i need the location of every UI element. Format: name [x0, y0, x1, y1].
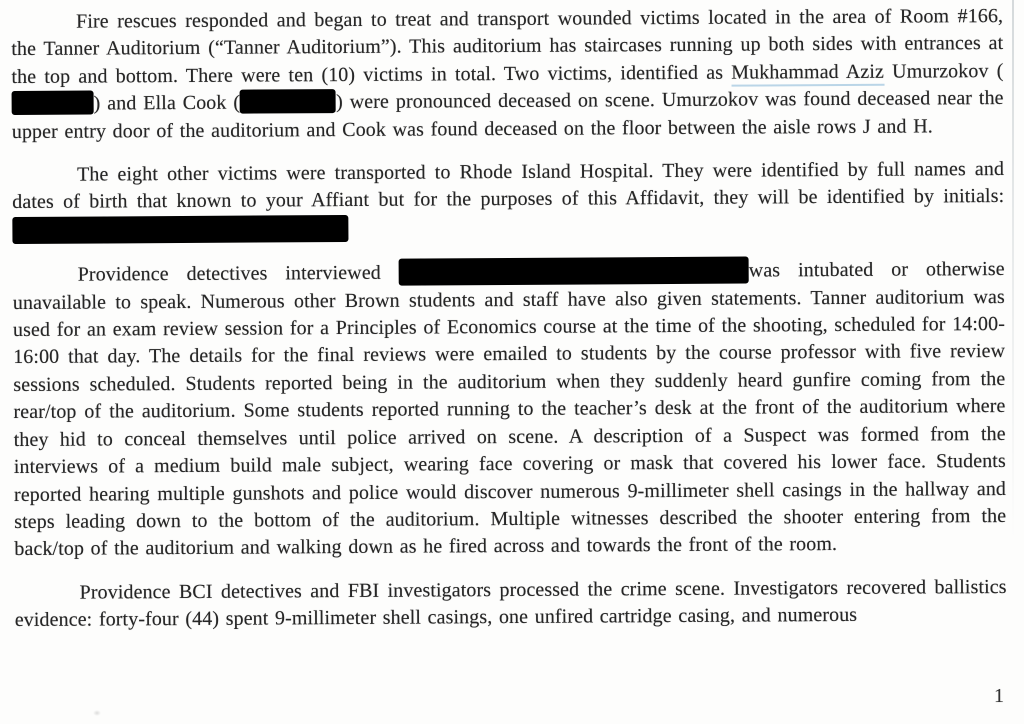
paragraph-text: Providence detectives interviewed: [77, 261, 399, 286]
redaction-bar: [12, 215, 348, 244]
redaction-bar: [12, 91, 94, 116]
paragraph-victims-transported: [12, 156, 1004, 245]
paragraph-text: Umurzokov (: [883, 59, 1004, 83]
paragraph-detective-interviews: [13, 255, 1007, 564]
redaction-bar: [399, 257, 749, 286]
paragraph-text: was intubated or otherwise unavailable to speak. Numerous other Brown students and staff have also given statements. Tanner auditorium was used for an exam review session for a Principles of Economics course at the time of the shooting, scheduled for 14:00-16:00 that day. The details for the final reviews were emailed to students by the course professor with five review sessions scheduled. Students reported being in the auditorium when they suddenly heard gunfire coming from the rear/top of the auditorium. Some students reported running to the teacher’s desk at the front of the auditorium where they hid to conceal themselves until police arrived on scene. A description of a Suspect was formed from the interviews of a medium build male subject, wearing face covering or mask that covered his lower face. Students reported hearing multiple gunshots and police would discover numerous 9-millimeter shell casings in the hallway and steps leading down to the bottom of the auditorium. Multiple witnesses described the shooter entering from the back/top of the auditorium and walking down as he fired across and towards the front of the room.: [12, 258, 1007, 561]
paragraph-text: Providence BCI detectives and FBI investigators processed the crime scene. Investigators recovered ballistics evidence: forty-four (44) spent 9-millimeter shell casings, one unfired cartridge casing, and numerous: [14, 575, 1007, 632]
affidavit-body-text: [11, 3, 1007, 651]
redaction-bar: [240, 89, 336, 114]
paragraph-fire-rescue: [11, 3, 1004, 146]
paragraph-text: ) were pronounced deceased on scene. Umurzokov was found deceased near the upper entry door of the auditorium and Cook was found deceased on the floor between the aisle rows J and H.: [11, 87, 1004, 143]
page-number: 1: [994, 685, 1004, 707]
scan-smudge-artifact: [93, 710, 101, 716]
paragraph-text: The eight other victims were transported to Rhode Island Hospital. They were identified by full names and dates of birth that known to your Affiant but for the purposes of this Affidavit, they will be identified by initials:: [12, 158, 1005, 214]
paragraph-text: Fire rescues responded and began to treat and transport wounded victims located in the area of Room #166, the Tanner Auditorium (“Tanner Auditorium”). This auditorium has staircases running up both sides with entrances at the top and bottom. There were ten (10) victims in total. Two victims, identified as: [11, 4, 1004, 88]
paragraph-text: ) and Ella Cook (: [93, 91, 241, 115]
underlined-victim-name: Mukhammad Aziz: [731, 61, 884, 87]
paragraph-crime-scene-processing: [15, 574, 1007, 635]
scan-edge-artifact: [1012, 0, 1014, 540]
